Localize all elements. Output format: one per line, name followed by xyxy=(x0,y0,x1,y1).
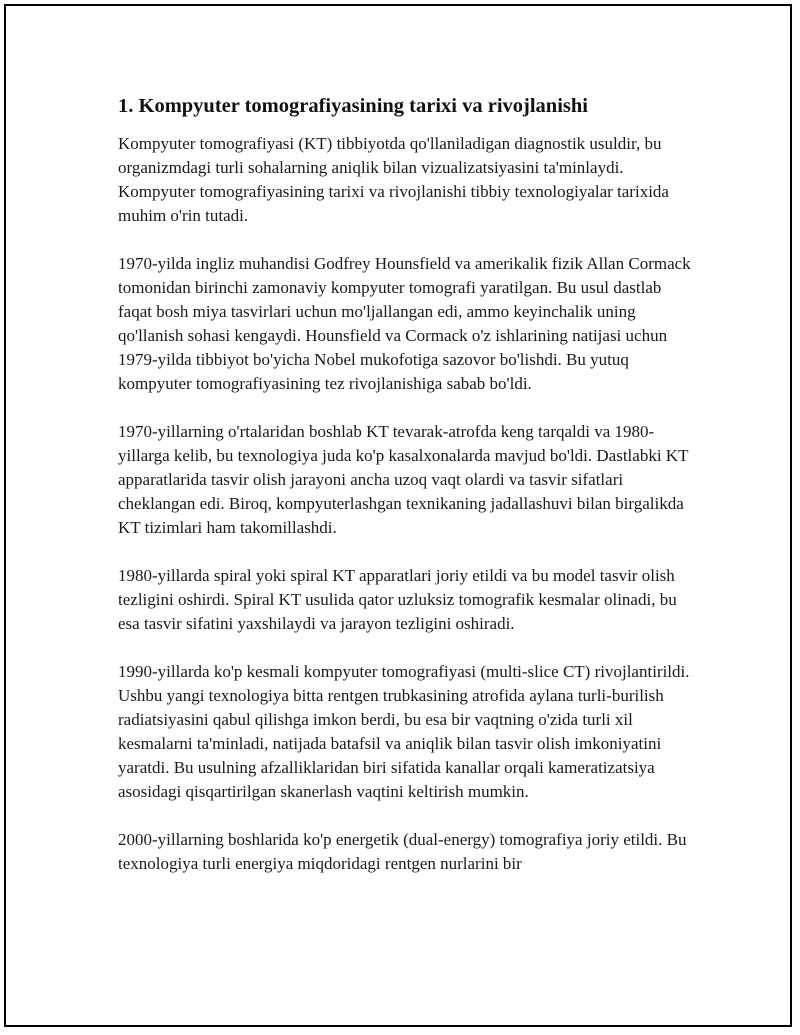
paragraph-intro: Kompyuter tomografiyasi (KT) tibbiyotda qo'llaniladigan diagnostik usuldir, bu organizmdagi turli sohalarning aniqlik bilan vizualizatsiyasini ta'minlaydi. Kompyuter tomografiyasining tarixi va rivojlanishi tibbiy texnologiyalar tarixida muhim o'rin tutadi. xyxy=(118,134,669,225)
paragraph-1970: 1970-yilda ingliz muhandisi Godfrey Hounsfield va amerikalik fizik Allan Cormack tomonidan birinchi zamonaviy kompyuter tomografi yaratilgan. Bu usul dastlab faqat bosh miya tasvirlari uchun mo'ljallangan edi, ammo keyinchalik uning qo'llanish sohasi kengaydi. Hounsfield va Cormack o'z ishlarining natijasi uchun 1979-yilda tibbiyot bo'yicha Nobel mukofotiga sazovor bo'lishdi. Bu yutuq kompyuter tomografiyasining tez rivojlanishiga sabab bo'ldi. xyxy=(118,254,691,393)
paragraph-1990s-multislice: 1990-yillarda ko'p kesmali kompyuter tomografiyasi (multi-slice CT) rivojlantirildi. Ushbu yangi texnologiya bitta rentgen trubkasining atrofida aylana turli-burilish radiatsiyasini qabul qilishga imkon berdi, bu esa bir vaqtning o'zida turli xil kesmalarni ta'minladi, natijada batafsil va aniqlik bilan tasvir olish imkoniyatini yaratdi. Bu usulning afzalliklaridan biri sifatida kanallar orqali kameratizatsiya asosidagi qisqartirilgan skanerlash vaqtini keltirish mumkin. xyxy=(118,662,690,801)
section-heading: 1. Kompyuter tomografiyasining tarixi va rivojlanishi xyxy=(118,95,588,117)
paragraph-1970s-spread: 1970-yillarning o'rtalaridan boshlab KT tevarak-atrofda keng tarqaldi va 1980-yillarga kelib, bu texnologiya juda ko'p kasalxonalarda mavjud bo'ldi. Dastlabki KT apparatlarida tasvir olish jarayoni ancha uzoq vaqt olardi va tasvir sifatlari cheklangan edi. Biroq, kompyuterlashgan texnikaning jadallashuvi bilan birgalikda KT tizimlari ham takomillashdi. xyxy=(118,422,689,537)
paragraph-2000s-dual-energy: 2000-yillarning boshlarida ko'p energetik (dual-energy) tomografiya joriy etildi. Bu texnologiya turli energiya miqdoridagi rentgen nurlarini bir xyxy=(118,830,687,873)
document-body xyxy=(118,92,698,876)
paragraph-1980s-spiral: 1980-yillarda spiral yoki spiral KT apparatlari joriy etildi va bu model tasvir olish tezligini oshirdi. Spiral KT usulida qator uzluksiz tomografik kesmalar olinadi, bu esa tasvir sifatini yaxshilaydi va jarayon tezligini oshiradi. xyxy=(118,566,677,633)
